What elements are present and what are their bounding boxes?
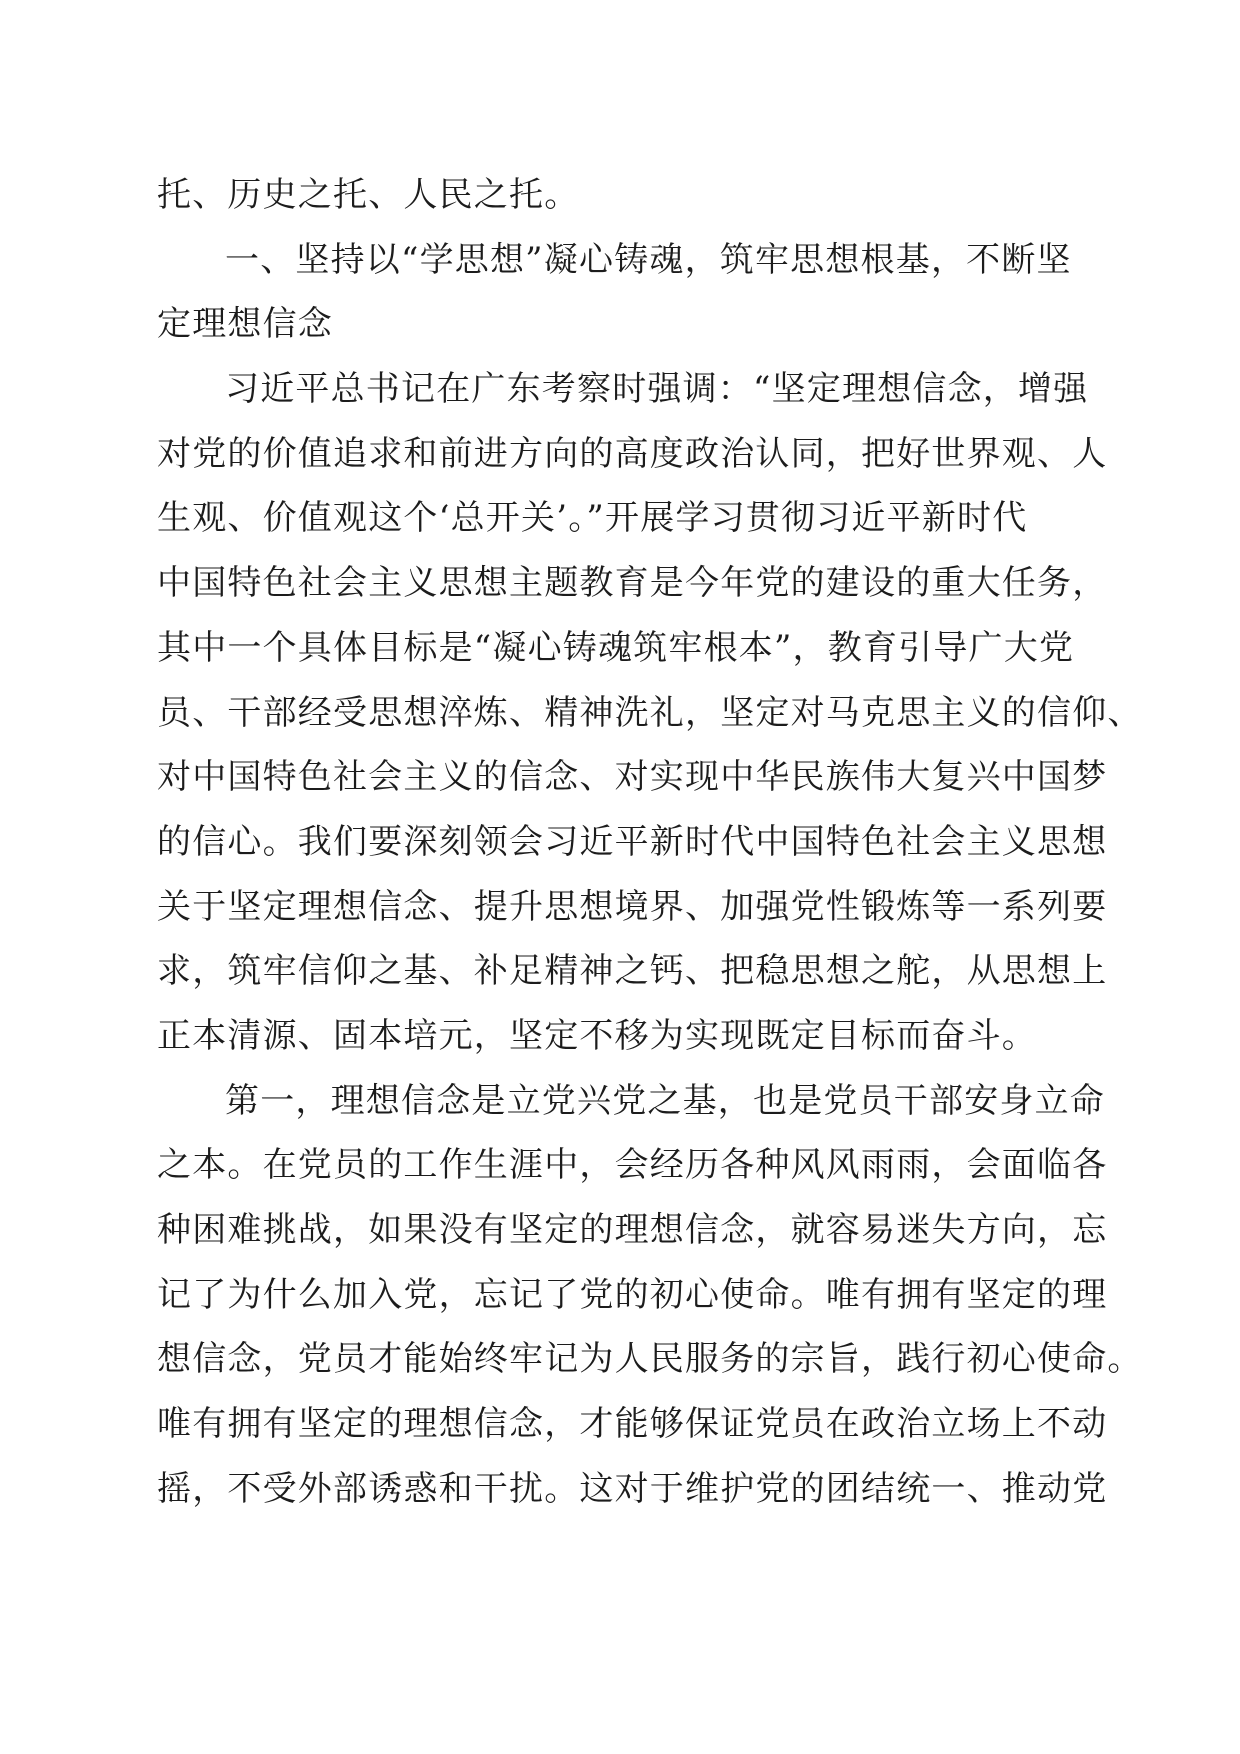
- section-heading-line: 定理想信念: [157, 304, 333, 345]
- text-line: 记了为什么加入党，忘记了党的初心使命。唯有拥有坚定的理: [157, 1274, 1108, 1315]
- text-line: 托、历史之托、人民之托。: [157, 175, 580, 215]
- text-line: 习近平总书记在广东考察时强调：“坚定理想信念，增强: [225, 369, 1089, 410]
- text-line: 种困难挑战，如果没有坚定的理想信念，就容易迷失方向，忘: [157, 1210, 1108, 1250]
- text-line: 摇，不受外部诱惑和干扰。这对于维护党的团结统一、推动党: [157, 1468, 1108, 1509]
- text-line: 对中国特色社会主义的信念、对实现中华民族伟大复兴中国梦: [157, 757, 1108, 798]
- text-line: 关于坚定理想信念、提升思想境界、加强党性锻炼等一系列要: [157, 886, 1108, 927]
- text-line: 正本清源、固本培元，坚定不移为实现既定目标而奋斗。: [157, 1015, 1037, 1056]
- document-body: [157, 163, 1143, 1521]
- text-line: 对党的价值追求和前进方向的高度政治认同，把好世界观、人: [157, 433, 1108, 474]
- text-line: 生观、价值观这个‘总开关’。”开展学习贯彻习近平新时代: [157, 498, 1028, 539]
- text-line: 中国特色社会主义思想主题教育是今年党的建设的重大任务，: [157, 563, 1108, 604]
- text-line: 员、干部经受思想淬炼、精神洗礼，坚定对马克思主义的信仰、: [157, 692, 1143, 733]
- text-line: 唯有拥有坚定的理想信念，才能够保证党员在政治立场上不动: [157, 1404, 1108, 1445]
- text-line: 之本。在党员的工作生涯中，会经历各种风风雨雨，会面临各: [157, 1145, 1108, 1186]
- section-heading-line: 一、坚持以“学思想”凝心铸魂，筑牢思想根基，不断坚: [225, 239, 1072, 280]
- text-line: 想信念，党员才能始终牢记为人民服务的宗旨，践行初心使命。: [157, 1339, 1143, 1380]
- text-line: 的信心。我们要深刻领会习近平新时代中国特色社会主义思想: [157, 821, 1108, 862]
- text-line: 求，筑牢信仰之基、补足精神之钙、把稳思想之舵，从思想上: [157, 951, 1108, 992]
- text-line: 其中一个具体目标是“凝心铸魂筑牢根本”，教育引导广大党: [157, 627, 1075, 668]
- text-line: 第一，理想信念是立党兴党之基，也是党员干部安身立命: [225, 1080, 1105, 1121]
